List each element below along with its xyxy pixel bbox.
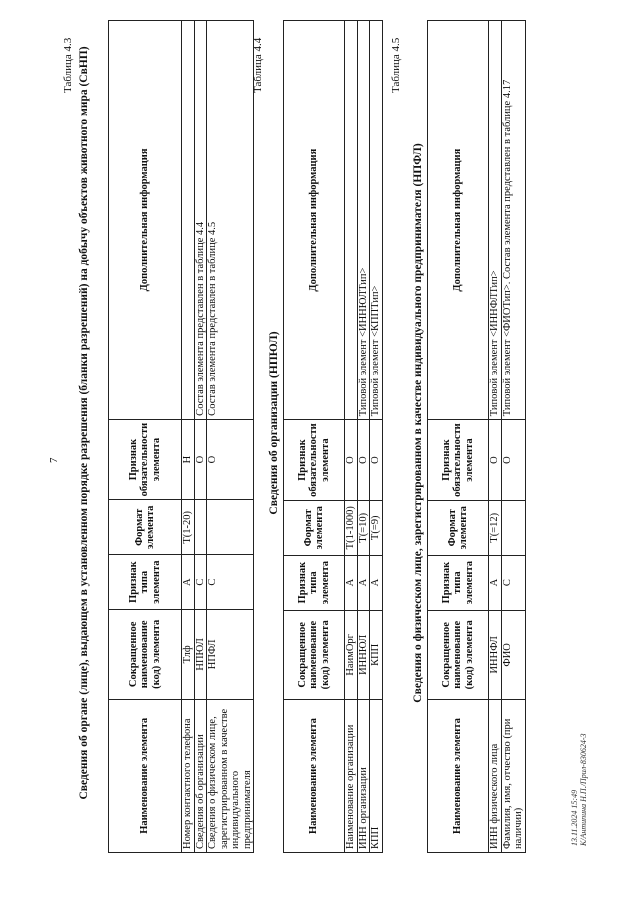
table-cell: С (207, 555, 254, 610)
table-cell: T(1-1000) (345, 500, 358, 555)
table-cell (501, 500, 525, 555)
table-cell: О (489, 420, 502, 501)
table-cell: Типовой элемент <ИННЮЛТип> (357, 21, 370, 420)
table-title: Сведения об органе (лице), выдающем в установленном порядке разрешения (бланки разрешений) на добычу объектов животного мира (СвНП) (78, 46, 90, 800)
registration-stamp (570, 733, 588, 846)
table-cell: Сведения о физическом лице, зарегистрированном в качестве индивидуального предпринимателя (207, 699, 254, 852)
table-cell: ФИО (501, 610, 525, 700)
table-cell: КПП (370, 700, 383, 853)
table-cell: T(1-20) (182, 500, 195, 555)
table-number: Таблица 4.3 (62, 37, 74, 93)
table-cell: О (207, 419, 254, 500)
table-cell (345, 21, 358, 420)
column-header: Наименование элемента (109, 699, 182, 852)
table-cell: Типовой элемент <ИННФЛТип> (489, 21, 502, 420)
column-header: Наименование элемента (284, 700, 345, 853)
table-number: Таблица 4.5 (390, 37, 402, 93)
table-cell: ИННЮЛ (357, 610, 370, 700)
table-cell: А (182, 555, 195, 610)
column-header: Формат элемента (284, 500, 345, 555)
table-cell: О (357, 420, 370, 501)
data-table (108, 20, 254, 853)
table-cell: T(=12) (489, 500, 502, 555)
table-cell: Сведения об организации (194, 699, 207, 852)
header-row (284, 21, 345, 853)
table-cell: НаимОрг (345, 610, 358, 700)
table-cell: О (370, 420, 383, 501)
table-cell: Состав элемента представлен в таблице 4.4 (194, 21, 207, 420)
table-cell: О (501, 420, 525, 501)
table-cell: А (489, 555, 502, 610)
column-header: Дополнительная информация (428, 21, 489, 420)
column-header: Формат элемента (109, 500, 182, 555)
stamp-line: К/Антипина Н.П./Прил-830624-3 (579, 733, 588, 846)
table-row (489, 21, 502, 853)
table-cell: Фамилия, имя, отчество (при наличии) (501, 700, 525, 853)
column-header: Признак типа элемента (109, 555, 182, 610)
table-row (207, 21, 254, 853)
table-cell: Типовой элемент <ФИОТип>. Состав элемента представлен в таблице 4.17 (501, 21, 525, 420)
table-cell: КПП (370, 610, 383, 700)
column-header: Формат элемента (428, 500, 489, 555)
table-cell: НПФЛ (207, 610, 254, 700)
table-title: Сведения об организации (НПЮЛ) (268, 331, 280, 515)
stamp-line: 13.11.2024 15:49 (570, 789, 579, 846)
column-header: Дополнительная информация (284, 21, 345, 420)
table-cell (182, 21, 195, 420)
table-cell: Тлф (182, 610, 195, 700)
column-header: Дополнительная информация (109, 21, 182, 420)
table-row (370, 21, 383, 853)
table-cell: С (501, 555, 525, 610)
column-header: Наименование элемента (428, 700, 489, 853)
table-cell (194, 500, 207, 555)
column-header: Сокращенное наименование (код) элемента (109, 610, 182, 700)
table-title: Сведения о физическом лице, зарегистрированном в качестве индивидуального предпринимателя (НПФЛ) (412, 143, 424, 703)
table-cell: А (370, 555, 383, 610)
table-cell: НПЮЛ (194, 610, 207, 700)
data-table (283, 20, 383, 853)
data-table (427, 20, 526, 853)
table-cell: ИННФЛ (489, 610, 502, 700)
table-cell (207, 500, 254, 555)
table-cell: ИНН организации (357, 700, 370, 853)
column-header: Сокращенное наименование (код) элемента (284, 610, 345, 700)
column-header: Сокращенное наименование (код) элемента (428, 610, 489, 700)
column-header: Признак типа элемента (284, 555, 345, 610)
column-header: Признак типа элемента (428, 555, 489, 610)
table-row (357, 21, 370, 853)
table-cell: T(=10) (357, 500, 370, 555)
table-row (194, 21, 207, 853)
table-cell: Н (182, 419, 195, 500)
table-row (182, 21, 195, 853)
table-row (501, 21, 525, 853)
header-row (428, 21, 489, 853)
table-row (345, 21, 358, 853)
table-cell: А (357, 555, 370, 610)
table-cell: О (194, 419, 207, 500)
table-cell: С (194, 555, 207, 610)
page-number: 7 (48, 457, 60, 463)
table-cell: T(=9) (370, 500, 383, 555)
column-header: Признак обязательности элемента (284, 420, 345, 501)
table-cell: Наименование организации (345, 700, 358, 853)
table-cell: А (345, 555, 358, 610)
header-row (109, 21, 182, 853)
table-cell: Типовой элемент <КППТип> (370, 21, 383, 420)
column-header: Признак обязательности элемента (428, 420, 489, 501)
table-number: Таблица 4.4 (252, 37, 264, 93)
table-cell: О (345, 420, 358, 501)
table-cell: Состав элемента представлен в таблице 4.5 (207, 21, 254, 420)
table-cell: ИНН физического лица (489, 700, 502, 853)
table-cell: Номер контактного телефона (182, 699, 195, 852)
column-header: Признак обязательности элемента (109, 419, 182, 500)
